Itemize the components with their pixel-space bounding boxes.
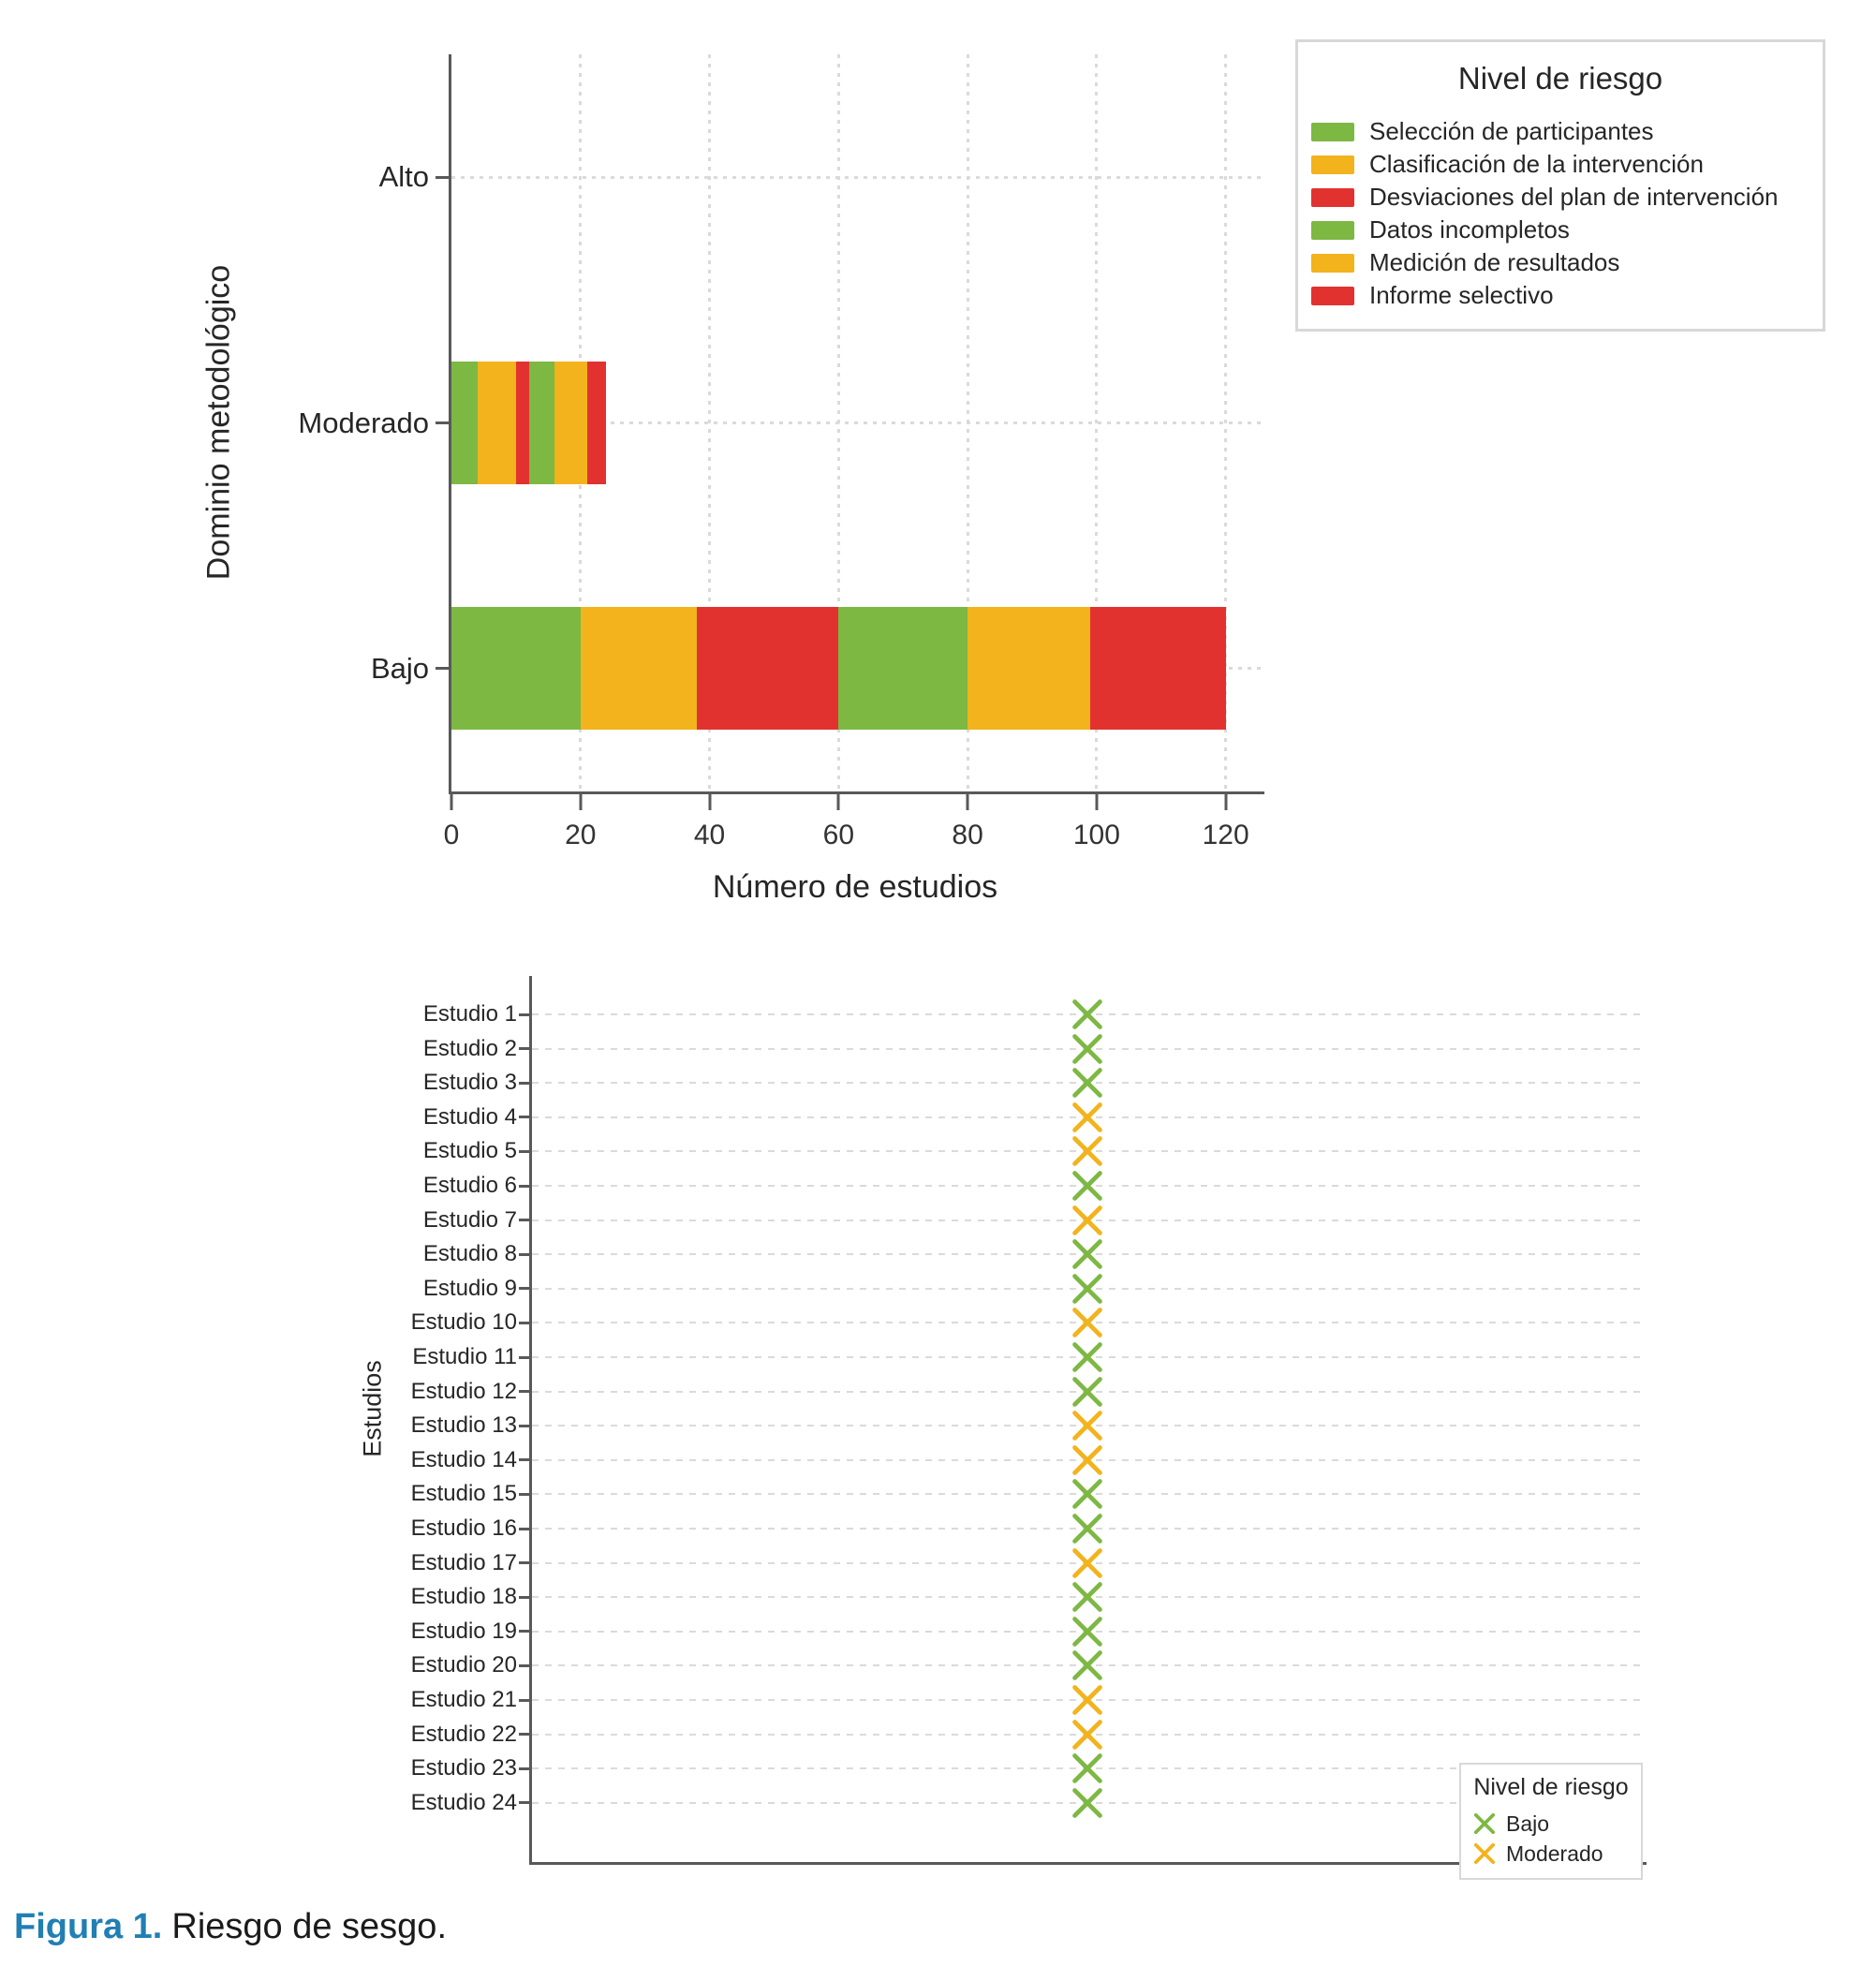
- legend-entry-label: Selección de participantes: [1369, 117, 1654, 145]
- x-marker-icon: [1070, 1717, 1105, 1752]
- legend-swatch-green: [1311, 221, 1354, 240]
- legend-swatch-red: [1311, 188, 1354, 207]
- legend-entry: [1311, 246, 1810, 279]
- y-tick-mark: [519, 1185, 532, 1188]
- y-tick-mark: [519, 1596, 532, 1599]
- x-marker-icon: [1070, 1408, 1105, 1443]
- x-tick-label: 80: [952, 820, 983, 850]
- study-label: Estudio 15: [410, 1481, 517, 1507]
- x-marker-icon: [1070, 1305, 1105, 1340]
- y-tick-mark: [519, 1150, 532, 1153]
- legend-x-marker-green: [1472, 1811, 1497, 1836]
- study-marker-bajo: [1070, 1751, 1105, 1786]
- x-tick-label: 100: [1072, 820, 1120, 850]
- study-marker-moderado: [1070, 1203, 1105, 1238]
- study-label: Estudio 4: [422, 1103, 517, 1130]
- y-tick-mark: [519, 1458, 532, 1461]
- study-marker-moderado: [1070, 1100, 1105, 1135]
- study-marker-bajo: [1070, 1511, 1105, 1546]
- study-marker-bajo: [1070, 997, 1105, 1032]
- study-label: Estudio 5: [422, 1138, 517, 1164]
- legend-entry-label: Datos incompletos: [1369, 215, 1570, 244]
- legend-swatch-green: [1311, 123, 1354, 141]
- bottom-chart-legend: [1459, 1763, 1643, 1880]
- y-gridline: [451, 176, 1264, 179]
- study-label: Estudio 2: [422, 1035, 517, 1061]
- y-tick-mark: [436, 176, 451, 179]
- y-tick-mark: [519, 1356, 532, 1359]
- y-tick-mark: [519, 1699, 532, 1702]
- bar-segment-orange: [554, 362, 586, 484]
- y-tick-mark: [436, 421, 451, 424]
- x-marker-icon: [1070, 1545, 1105, 1581]
- y-tick-mark: [519, 1047, 532, 1050]
- study-marker-moderado: [1070, 1545, 1105, 1581]
- study-marker-bajo: [1070, 1065, 1105, 1101]
- legend-swatch-red: [1311, 287, 1354, 305]
- y-tick-mark: [519, 1664, 532, 1667]
- study-marker-moderado: [1070, 1442, 1105, 1478]
- x-marker-icon: [1070, 997, 1105, 1032]
- top-legend-title: Nivel de riesgo: [1457, 61, 1663, 96]
- study-label: Estudio 11: [412, 1344, 517, 1369]
- x-marker-icon: [1070, 1374, 1105, 1410]
- y-tick-mark: [519, 1219, 532, 1221]
- y-tick-mark: [519, 1082, 532, 1085]
- y-tick-mark: [519, 1253, 532, 1256]
- x-marker-icon: [1070, 1476, 1105, 1512]
- top-chart-legend: [1295, 39, 1825, 332]
- x-tick-mark: [708, 794, 711, 810]
- legend-entry: [1311, 148, 1810, 181]
- y-tick-mark: [436, 667, 451, 670]
- x-marker-icon: [1070, 1511, 1105, 1546]
- study-marker-bajo: [1070, 1339, 1105, 1375]
- bar-segment-green: [451, 362, 478, 484]
- x-marker-icon: [1070, 1100, 1105, 1135]
- x-marker-icon: [1070, 1236, 1105, 1272]
- study-label: Estudio 13: [410, 1412, 517, 1439]
- x-tick-label: 40: [693, 820, 726, 850]
- x-tick-mark: [451, 794, 453, 810]
- bar-segment-red: [587, 362, 607, 484]
- bottom-legend-items: [1472, 1809, 1630, 1869]
- legend-swatch-orange: [1311, 155, 1354, 174]
- study-marker-bajo: [1070, 1271, 1105, 1307]
- study-label: Estudio 23: [410, 1755, 517, 1781]
- study-label: Estudio 18: [410, 1584, 517, 1610]
- study-marker-bajo: [1070, 1236, 1105, 1272]
- y-tick-mark: [519, 1767, 532, 1770]
- study-label: Estudio 8: [422, 1241, 517, 1267]
- study-marker-moderado: [1070, 1408, 1105, 1443]
- x-tick-mark: [1224, 794, 1227, 810]
- top-chart-y-axis-title: Dominio metodológico: [200, 264, 237, 581]
- y-tick-mark: [519, 1561, 532, 1564]
- x-marker-icon: [1070, 1339, 1105, 1375]
- x-marker-icon: [1070, 1065, 1105, 1101]
- legend-entry-label: Bajo: [1506, 1811, 1550, 1836]
- legend-swatch-orange: [1311, 254, 1354, 273]
- figure-caption: [14, 1907, 447, 1947]
- x-tick-label: 0: [443, 820, 460, 850]
- study-label: Estudio 12: [410, 1378, 517, 1404]
- study-label: Estudio 24: [410, 1789, 517, 1815]
- study-label: Estudio 14: [410, 1446, 517, 1472]
- category-label: Bajo: [370, 651, 429, 685]
- y-tick-mark: [519, 1528, 532, 1530]
- top-legend-items: [1311, 115, 1810, 312]
- x-tick-mark: [579, 794, 582, 810]
- bar-segment-orange: [478, 362, 516, 484]
- study-label: Estudio 1: [422, 1001, 517, 1027]
- study-marker-bajo: [1070, 1614, 1105, 1649]
- top-chart-x-axis-title: Número de estudios: [712, 869, 998, 905]
- legend-entry-label: Clasificación de la intervención: [1369, 150, 1704, 178]
- study-label: Estudio 6: [422, 1173, 517, 1198]
- x-tick-label: 120: [1202, 820, 1249, 850]
- study-marker-bajo: [1070, 1648, 1105, 1683]
- bottom-chart-y-axis-title: Estudios: [358, 1360, 387, 1457]
- legend-entry-label: Informe selectivo: [1369, 281, 1554, 309]
- legend-entry-label: Moderado: [1506, 1840, 1603, 1866]
- study-label: Estudio 19: [410, 1618, 517, 1644]
- y-tick-mark: [519, 1287, 532, 1290]
- x-marker-icon: [1070, 1751, 1105, 1786]
- bar-segment-green: [838, 607, 968, 730]
- study-marker-bajo: [1070, 1785, 1105, 1821]
- category-label: Alto: [378, 160, 429, 194]
- study-label: Estudio 3: [422, 1070, 517, 1096]
- study-marker-bajo: [1070, 1168, 1105, 1204]
- legend-entry: [1311, 214, 1810, 246]
- x-marker-icon: [1070, 1271, 1105, 1307]
- study-label: Estudio 16: [410, 1515, 517, 1541]
- x-tick-mark: [967, 794, 969, 810]
- bar-segment-orange: [968, 607, 1090, 730]
- bottom-legend-title: Nivel de riesgo: [1473, 1774, 1629, 1800]
- bottom-chart-plot-area: [410, 976, 1647, 1865]
- x-marker-icon: [1070, 1442, 1105, 1478]
- study-label: Estudio 22: [410, 1721, 517, 1747]
- study-label: Estudio 20: [410, 1652, 517, 1678]
- legend-entry: [1472, 1809, 1630, 1839]
- study-label: Estudio 10: [410, 1309, 517, 1336]
- legend-entry-label: Medición de resultados: [1369, 248, 1620, 276]
- figure-caption-label: Figura 1.: [14, 1907, 163, 1946]
- bar-segment-green: [529, 362, 555, 484]
- study-marker-moderado: [1070, 1305, 1105, 1340]
- study-label: Estudio 7: [422, 1206, 517, 1233]
- legend-entry: [1311, 115, 1810, 148]
- x-marker-icon: [1070, 1133, 1105, 1169]
- y-tick-mark: [519, 1013, 532, 1016]
- study-label: Estudio 17: [410, 1549, 517, 1575]
- y-tick-mark: [519, 1630, 532, 1633]
- study-marker-bajo: [1070, 1579, 1105, 1615]
- bar-segment-orange: [581, 607, 697, 730]
- y-tick-mark: [519, 1390, 532, 1393]
- study-marker-bajo: [1070, 1374, 1105, 1410]
- x-tick-label: 60: [822, 820, 855, 850]
- legend-entry: [1472, 1839, 1630, 1869]
- x-marker-icon: [1070, 1614, 1105, 1649]
- bar-segment-green: [451, 607, 581, 730]
- study-marker-bajo: [1070, 1476, 1105, 1512]
- top-chart-plot-area: [298, 54, 1264, 850]
- bar-segment-red: [697, 607, 839, 730]
- study-marker-moderado: [1070, 1682, 1105, 1718]
- study-marker-moderado: [1070, 1133, 1105, 1169]
- x-tick-mark: [1095, 794, 1098, 810]
- bar-segment-red: [516, 362, 529, 484]
- study-marker-moderado: [1070, 1717, 1105, 1752]
- x-marker-icon: [1070, 1168, 1105, 1204]
- y-tick-mark: [519, 1425, 532, 1427]
- y-tick-mark: [519, 1801, 532, 1804]
- study-label: Estudio 9: [422, 1275, 517, 1301]
- x-tick-label: 20: [565, 820, 597, 850]
- x-marker-icon: [1070, 1579, 1105, 1615]
- x-marker-icon: [1070, 1203, 1105, 1238]
- y-tick-mark: [519, 1493, 532, 1496]
- x-marker-icon: [1070, 1648, 1105, 1683]
- x-marker-icon: [1070, 1682, 1105, 1718]
- y-tick-mark: [519, 1733, 532, 1736]
- x-marker-icon: [1070, 1785, 1105, 1821]
- bar-segment-red: [1090, 607, 1226, 730]
- legend-x-marker-orange: [1472, 1841, 1497, 1866]
- legend-entry: [1311, 279, 1810, 312]
- x-marker-icon: [1472, 1811, 1497, 1836]
- x-marker-icon: [1070, 1031, 1105, 1067]
- study-marker-bajo: [1070, 1031, 1105, 1067]
- y-tick-mark: [519, 1116, 532, 1118]
- x-tick-mark: [837, 794, 840, 810]
- x-marker-icon: [1472, 1841, 1497, 1866]
- y-tick-mark: [519, 1322, 532, 1324]
- figure-caption-text: Riesgo de sesgo.: [171, 1907, 448, 1946]
- study-label: Estudio 21: [410, 1687, 517, 1712]
- legend-entry-label: Desviaciones del plan de intervención: [1369, 183, 1779, 211]
- category-label: Moderado: [298, 406, 429, 439]
- legend-entry: [1311, 181, 1810, 214]
